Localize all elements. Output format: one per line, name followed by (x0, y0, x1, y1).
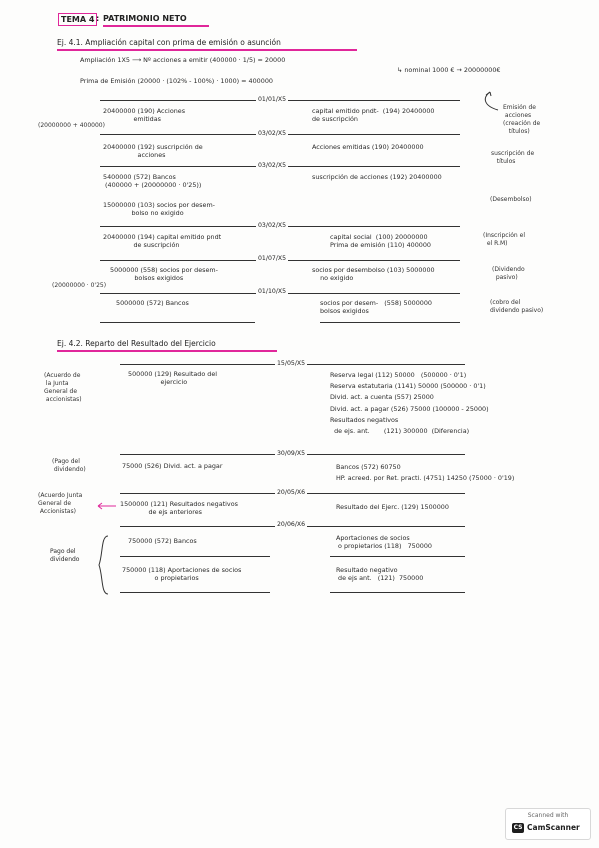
debit-entry: 20400000 (194) capital emitido pndt de suscripción (103, 233, 222, 249)
entry-rule (330, 556, 465, 557)
credit-entry: suscripción de acciones (192) 20400000 (312, 173, 442, 181)
credit-entry: capital emitido pndt- (194) 20400000 de suscripción (312, 107, 435, 123)
credit-entry: Acciones emitidas (190) 20400000 (312, 143, 424, 151)
side-note: (Acuerdo Junta General de Accionistas) (38, 492, 83, 515)
debit-entry: 5400000 (572) Bancos (400000 + (20000000 · 0'25)) (103, 173, 202, 189)
debit-entry: 20400000 (192) suscripción de acciones (103, 143, 203, 159)
side-note: (Inscripción el el R.M) (483, 232, 525, 247)
entry-date: 01/07/X5 (258, 255, 287, 262)
debit-entry: 75000 (526) Divid. act. a pagar (122, 462, 223, 470)
side-note: Emisión de acciones (creación de títulos) (503, 104, 541, 135)
badge-name: CamScanner (527, 823, 580, 832)
side-note: suscripción de títulos (491, 150, 535, 165)
camscanner-logo-icon: CS (513, 824, 523, 831)
side-note: (cobro del dividendo pasivo) (490, 299, 544, 314)
exercise-4-2-underline (57, 350, 277, 352)
exercise-4-2-title: Ej. 4.2. Reparto del Resultado del Ejercicio (57, 339, 216, 348)
entry-date: 30/09/X5 (277, 450, 306, 457)
camscanner-badge (505, 808, 591, 840)
entry-date: 01/01/X5 (258, 96, 287, 103)
side-note: (Acuerdo de la Junta General de accionistas) (44, 372, 82, 403)
side-note: (Desembolso) (490, 196, 532, 203)
debit-entry: 20400000 (190) Acciones emitidas (103, 107, 186, 123)
entry-rule (320, 322, 460, 323)
prima-emision-line: Prima de Emisión (20000 · (102% - 100%) · 1000) = 400000 (80, 77, 273, 85)
badge-caption: Scanned with (527, 812, 569, 819)
debit-entry: 1500000 (121) Resultados negativos de ejs anteriores (120, 500, 238, 516)
entry-rule (100, 322, 255, 323)
side-note: Pago del dividendo (50, 548, 80, 563)
header-colon: : (96, 14, 100, 23)
credit-entry: Bancos (572) 60750 HP. acreed. por Ret. practi. (4751) 14250 (75000 · 0'19) (336, 463, 515, 482)
credit-entry: Aportaciones de socios o propietarios (118) 750000 (336, 534, 432, 550)
entry-date: 03/02/X5 (258, 130, 287, 137)
debit-entry: 500000 (129) Resultado del ejercicio (128, 370, 218, 386)
debit-entry: 5000000 (572) Bancos (116, 299, 189, 307)
exercise-4-1-underline (57, 49, 357, 51)
arrow-icon (96, 502, 118, 510)
side-note: (20000000 · 0'25) (52, 282, 107, 289)
debit-entry: 15000000 (103) socios por desem- bolso no exigido (103, 201, 215, 217)
debit-entry: 5000000 (558) socios por desem- bolsos exigidos (110, 266, 218, 282)
entry-date: 01/10/X5 (258, 288, 287, 295)
side-note: (20000000 + 400000) (38, 122, 105, 129)
debit-entry: 750000 (118) Aportaciones de socios o propietarios (122, 566, 242, 582)
entry-rule (330, 592, 465, 593)
nominal-note: ↳ nominal 1000 € → 20000000€ (397, 66, 501, 74)
credit-entry: Resultado del Ejerc. (129) 1500000 (336, 503, 449, 511)
entry-date: 03/02/X5 (258, 162, 287, 169)
entry-date: 03/02/X5 (258, 222, 287, 229)
entry-rule (120, 556, 270, 557)
credit-entry: socios por desembolso (103) 5000000 no exigido (312, 266, 435, 282)
curved-arrow-icon (478, 90, 502, 112)
credit-entry: socios por desem- (558) 5000000 bolsos exigidos (320, 299, 432, 315)
entry-date: 20/06/X6 (277, 521, 306, 528)
bracket-icon (98, 534, 110, 596)
title-underline (103, 25, 209, 27)
side-note: (Dividendo pasivo) (492, 266, 525, 281)
entry-date: 20/05/X6 (277, 489, 306, 496)
credit-entry: capital social (100) 20000000 Prima de emisión (110) 400000 (330, 233, 431, 249)
side-note: (Pago del dividendo) (52, 458, 86, 473)
credit-entry: Resultado negativo de ejs ant. (121) 750000 (336, 566, 424, 582)
entry-date: 15/05/X5 (277, 360, 306, 367)
tema-label: TEMA 4 (58, 13, 97, 26)
exercise-4-1-title: Ej. 4.1. Ampliación capital con prima de emisión o asunción (57, 38, 281, 47)
ampliacion-line: Ampliación 1X5 ⟶ Nº acciones a emitir (400000 · 1/5) = 20000 (80, 56, 286, 64)
page-title: PATRIMONIO NETO (103, 14, 187, 23)
entry-rule (120, 592, 270, 593)
credit-entry: Reserva legal (112) 50000 (500000 · 0'1) Reserva estatutaria (1141) 50000 (500000 · 0'1) Divid. act. a cuenta (557) 25000 Divid. act. a pagar (526) 75000 (100000 - 25000) Resultados negativos de ejs. ant. (121) 300000 (Diferencia) (330, 371, 489, 436)
debit-entry: 750000 (572) Bancos (128, 537, 197, 545)
